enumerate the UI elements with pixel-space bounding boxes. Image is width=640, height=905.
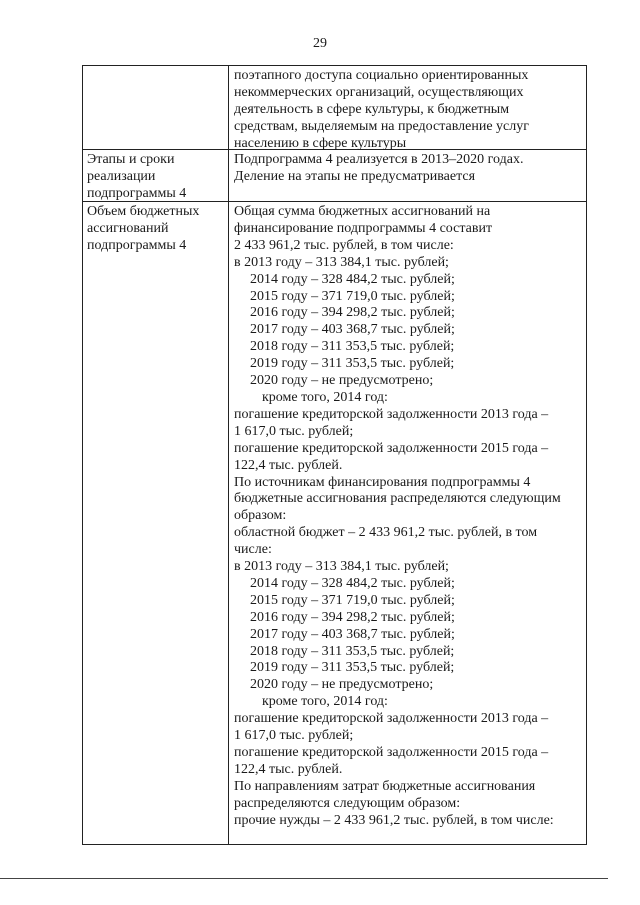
content-line: погашение кредиторской задолженности 2015 года – bbox=[234, 440, 549, 456]
content-line: кроме того, 2014 год: bbox=[262, 694, 388, 710]
content-line: 2015 году – 371 719,0 тыс. рублей; bbox=[250, 592, 455, 608]
label-line: подпрограммы 4 bbox=[87, 185, 187, 201]
content-line: деятельность в сфере культуры, к бюджетным bbox=[234, 101, 510, 117]
label-line: Этапы и сроки bbox=[87, 152, 175, 167]
content-line: 2018 году – 311 353,5 тыс. рублей; bbox=[250, 643, 455, 659]
content-line: погашение кредиторской задолженности 2015 года – bbox=[234, 745, 549, 760]
content-line: кроме того, 2014 год: bbox=[262, 389, 388, 405]
content-line: 2014 году – 328 484,2 тыс. рублей; bbox=[250, 271, 455, 287]
content-line: погашение кредиторской задолженности 2013 года – bbox=[234, 711, 549, 727]
content-line: в 2013 году – 313 384,1 тыс. рублей; bbox=[234, 559, 449, 575]
row-content bbox=[234, 204, 584, 830]
content-line: бюджетные ассигнования распределяются следующим bbox=[234, 491, 561, 507]
content-line: числе: bbox=[234, 542, 272, 558]
content-line: в 2013 году – 313 384,1 тыс. рублей; bbox=[234, 254, 449, 270]
content-line: 2019 году – 311 353,5 тыс. рублей; bbox=[250, 356, 455, 372]
passport-table bbox=[82, 65, 587, 845]
bottom-rule bbox=[0, 878, 608, 879]
content-line: 1 617,0 тыс. рублей; bbox=[234, 423, 354, 439]
content-line: 2 433 961,2 тыс. рублей, в том числе: bbox=[234, 237, 454, 253]
content-line: 1 617,0 тыс. рублей; bbox=[234, 728, 354, 744]
content-line: 2020 году – не предусмотрено; bbox=[250, 677, 434, 693]
label-line: подпрограммы 4 bbox=[87, 237, 187, 253]
content-line: 122,4 тыс. рублей. bbox=[234, 761, 343, 777]
content-line: 2017 году – 403 368,7 тыс. рублей; bbox=[250, 626, 455, 642]
content-line: 2016 году – 394 298,2 тыс. рублей; bbox=[250, 305, 455, 321]
content-line: По направлениям затрат бюджетные ассигнования bbox=[234, 778, 536, 794]
content-line: финансирование подпрограммы 4 составит bbox=[234, 220, 493, 236]
row-label bbox=[87, 204, 225, 255]
content-line: Общая сумма бюджетных ассигнований на bbox=[234, 204, 491, 219]
column-divider bbox=[228, 66, 229, 844]
content-line: 2014 году – 328 484,2 тыс. рублей; bbox=[250, 575, 455, 591]
content-line: некоммерческих организаций, осуществляющих bbox=[234, 84, 524, 100]
page-number: 29 bbox=[313, 36, 327, 51]
row-content bbox=[234, 68, 584, 153]
row-content bbox=[234, 152, 584, 186]
content-line: 2017 году – 403 368,7 тыс. рублей; bbox=[250, 322, 455, 338]
label-line: ассигнований bbox=[87, 220, 169, 236]
label-line: реализации bbox=[87, 168, 156, 184]
content-line: распределяются следующим образом: bbox=[234, 795, 461, 811]
content-line: поэтапного доступа социально ориентированных bbox=[234, 68, 529, 83]
content-line: областной бюджет – 2 433 961,2 тыс. рублей, в том bbox=[234, 525, 538, 541]
row-label bbox=[87, 152, 225, 203]
content-line: населению в сфере культуры bbox=[234, 135, 407, 151]
content-line: По источникам финансирования подпрограммы 4 bbox=[234, 474, 531, 490]
content-line: 2018 году – 311 353,5 тыс. рублей; bbox=[250, 339, 455, 355]
content-line: средствам, выделяемым на предоставление услуг bbox=[234, 118, 529, 134]
content-line: 122,4 тыс. рублей. bbox=[234, 457, 343, 473]
content-line: 2019 году – 311 353,5 тыс. рублей; bbox=[250, 660, 455, 676]
content-line: 2016 году – 394 298,2 тыс. рублей; bbox=[250, 609, 455, 625]
content-line: Подпрограмма 4 реализуется в 2013–2020 годах. bbox=[234, 152, 524, 167]
content-line: Деление на этапы не предусматривается bbox=[234, 168, 476, 184]
content-line: прочие нужды – 2 433 961,2 тыс. рублей, в том числе: bbox=[234, 812, 554, 828]
content-line: образом: bbox=[234, 508, 287, 524]
content-line: погашение кредиторской задолженности 2013 года – bbox=[234, 406, 549, 422]
content-line: 2020 году – не предусмотрено; bbox=[250, 373, 434, 389]
label-line: Объем бюджетных bbox=[87, 204, 200, 219]
content-line: 2015 году – 371 719,0 тыс. рублей; bbox=[250, 288, 455, 304]
